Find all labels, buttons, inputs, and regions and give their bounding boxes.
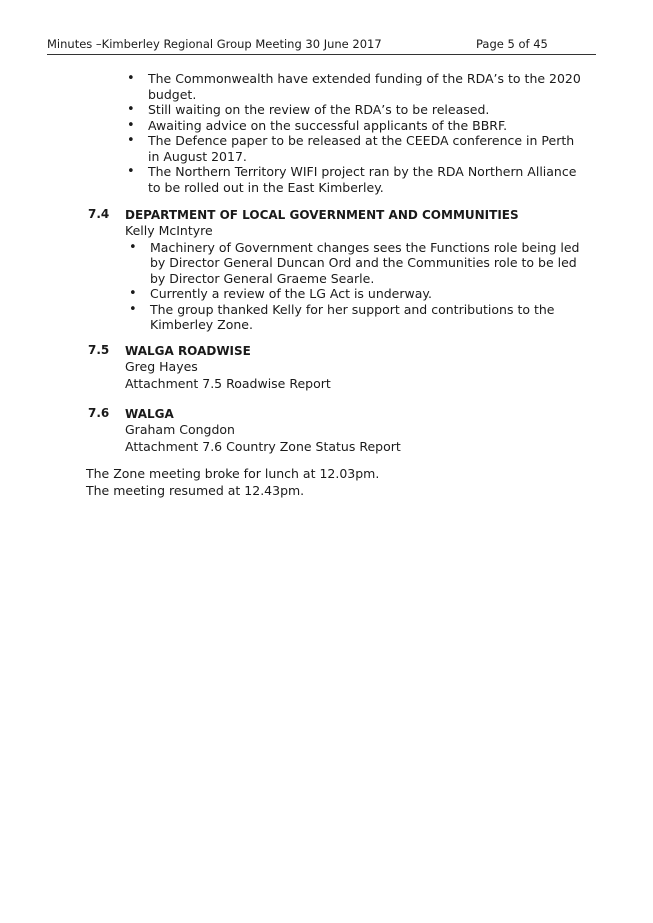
section-heading: WALGA ROADWISE [125, 344, 251, 358]
list-item: • The group thanked Kelly for her support and contributions to the Kimberley Zone. [129, 301, 555, 332]
bullet-icon: • [127, 117, 135, 133]
bullet-icon: • [127, 164, 135, 179]
section-number: 7.5 [88, 343, 110, 357]
list-item: • Currently a review of the LG Act is underway. [129, 286, 432, 301]
header-title: Minutes –Kimberley Regional Group Meeting 30 June 2017 [47, 37, 382, 51]
list-item: • Awaiting advice on the successful applicants of the BBRF. [127, 117, 508, 133]
section-number: 7.4 [88, 207, 110, 221]
bullet-icon: • [127, 71, 135, 86]
section-presenter: Greg Hayes [125, 359, 198, 374]
list-item: • The Commonwealth have extended funding of the RDA’s to the 2020 budget. [127, 71, 581, 102]
list-item: • The Defence paper to be released at the CEEDA conference in Perth in August 2017. [127, 133, 575, 164]
section-attachment: Attachment 7.5 Roadwise Report [125, 375, 331, 391]
bullet-icon: • [127, 133, 135, 148]
bullet-icon: • [129, 286, 137, 301]
section-attachment: Attachment 7.6 Country Zone Status Report [125, 438, 401, 454]
section-heading: DEPARTMENT OF LOCAL GOVERNMENT AND COMMUNITIES [125, 208, 519, 222]
bullet-icon: • [127, 102, 135, 117]
section-presenter: Graham Congdon [125, 422, 235, 437]
section-number: 7.6 [88, 406, 110, 420]
list-item: • The Northern Territory WIFI project ran by the RDA Northern Alliance to be rolled out in the East Kimberley. [127, 164, 577, 195]
page-header [47, 37, 596, 55]
section-presenter: Kelly McIntyre [125, 223, 213, 238]
intro-bullet-list [125, 71, 585, 195]
bullet-icon: • [129, 301, 137, 317]
note-line: The meeting resumed at 12.43pm. [86, 482, 305, 498]
bullet-icon: • [129, 239, 137, 255]
list-item: • Machinery of Government changes sees the Functions role being led by Director General Duncan Ord and the Communities role to be led by Director General Graeme Searle. [129, 239, 580, 286]
list-item: • Still waiting on the review of the RDA’s to be released. [127, 102, 490, 117]
section-bullet-list [127, 240, 590, 333]
note-line: The Zone meeting broke for lunch at 12.03pm. [86, 466, 380, 481]
meeting-notes [86, 466, 586, 499]
section-heading: WALGA [125, 407, 174, 421]
page-number: Page 5 of 45 [476, 37, 548, 51]
